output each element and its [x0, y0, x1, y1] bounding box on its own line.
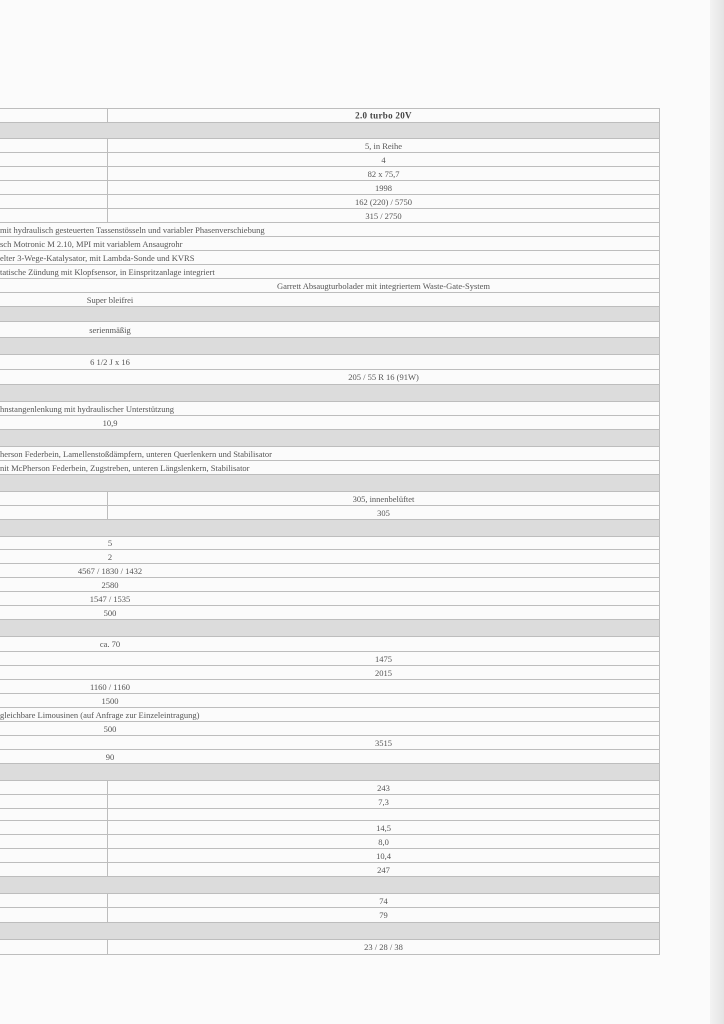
- table-row: [0, 550, 660, 564]
- gross-weight-value: 2015: [375, 667, 392, 678]
- table-row: [0, 722, 660, 736]
- table-row: [0, 537, 660, 550]
- table-row: [0, 863, 660, 877]
- bore-stroke-value: 82 x 75,7: [367, 168, 400, 179]
- standing-noise-value: 74: [379, 895, 388, 906]
- table-row: [0, 181, 660, 195]
- table-row: [0, 370, 660, 385]
- table-row: [0, 637, 660, 652]
- section-band: [0, 307, 660, 322]
- table-row: [0, 849, 660, 863]
- table-row: [0, 447, 660, 461]
- table-header-row: [0, 108, 660, 123]
- luggage-value: 500: [103, 607, 117, 618]
- tank-value: ca. 70: [99, 638, 121, 649]
- table-row: [0, 293, 660, 307]
- table-row: [0, 195, 660, 209]
- front-suspension-value: herson Federbein, Lamellenstoßdämpfern, unteren Querlenkern und Stabilisator: [0, 448, 272, 459]
- rims-value: 6 1/2 J x 16: [90, 356, 130, 367]
- table-row: [0, 492, 660, 506]
- table-row: [0, 564, 660, 578]
- table-row: [0, 652, 660, 666]
- table-row: [0, 265, 660, 279]
- top-speed-value: 243: [377, 782, 390, 793]
- table-row: [0, 821, 660, 835]
- torque-value: 315 / 2750: [365, 210, 402, 221]
- table-row: [0, 237, 660, 251]
- front-brakes-value: 305, innenbelüftet: [352, 493, 415, 504]
- table-row: [0, 153, 660, 167]
- section-band: [0, 338, 660, 355]
- table-row: [0, 750, 660, 764]
- table-row: [0, 402, 660, 416]
- consumption-urban-value: 14,5: [376, 822, 391, 833]
- consumption-combined-value: 10,4: [376, 850, 391, 861]
- section-band: [0, 764, 660, 781]
- table-row: [0, 666, 660, 680]
- valves-value: 4: [381, 154, 386, 165]
- weights-note: gleichbare Limousinen (auf Anfrage zur Einzeleintragung): [0, 709, 200, 720]
- roof-load-value: 500: [103, 723, 117, 734]
- table-row: [0, 416, 660, 430]
- table-row: [0, 835, 660, 849]
- section-band: [0, 385, 660, 402]
- fuel-value: Super bleifrei: [86, 294, 134, 305]
- displacement-value: 1998: [375, 182, 392, 193]
- dimensions-value: 4567 / 1830 / 1432: [77, 565, 143, 576]
- tyres-value: 205 / 55 R 16 (91W): [348, 371, 419, 382]
- table-row: [0, 322, 660, 338]
- table-row: [0, 694, 660, 708]
- table-row: [0, 578, 660, 592]
- curb-weight-value: 1475: [375, 653, 392, 664]
- table-row: [0, 139, 660, 153]
- insurance-classes-value: 23 / 28 / 38: [364, 941, 403, 952]
- section-band: [0, 430, 660, 447]
- table-row: [0, 809, 660, 821]
- turbo-value: Garrett Absaugturbolader mit integriertem Waste-Gate-System: [276, 280, 490, 291]
- table-row: [0, 781, 660, 795]
- catalyst-value: elter 3-Wege-Katalysator, mit Lambda-Sonde und KVRS: [0, 252, 195, 263]
- table-row: [0, 279, 660, 293]
- axle-loads-value: 1160 / 1160: [90, 681, 130, 692]
- rear-brakes-value: 305: [377, 507, 390, 518]
- table-row: [0, 708, 660, 722]
- driving-noise-value: 79: [379, 909, 388, 920]
- wheelbase-value: 2580: [101, 579, 119, 590]
- support-load-value: 90: [105, 751, 115, 762]
- table-row: [0, 461, 660, 475]
- section-band: [0, 123, 660, 139]
- section-band: [0, 877, 660, 894]
- valvetrain-value: mit hydraulisch gesteuerten Tassenstösseln und variabler Phasenverschiebung: [0, 224, 265, 235]
- power-value: 162 (220) / 5750: [355, 196, 412, 207]
- page-edge: [710, 0, 724, 1024]
- section-band: [0, 520, 660, 537]
- acceleration-value: 7,3: [378, 796, 389, 807]
- section-band: [0, 923, 660, 940]
- table-row: [0, 940, 660, 955]
- seats-value: 2: [107, 551, 113, 562]
- table-row: [0, 209, 660, 223]
- table-row: [0, 355, 660, 370]
- table-row: [0, 680, 660, 694]
- co2-value: 247: [377, 864, 390, 875]
- track-value: 1547 / 1535: [89, 593, 131, 604]
- trailer-load-value: 1500: [101, 695, 119, 706]
- cylinders-value: 5, in Reihe: [364, 140, 403, 151]
- ignition-value: tatische Zündung mit Klopfsensor, in Einspritzanlage integriert: [0, 266, 215, 277]
- table-row: [0, 736, 660, 750]
- injection-value: sch Motronic M 2.10, MPI mit variablem Ansaugrohr: [0, 238, 183, 249]
- consumption-extra-urban-value: 8,0: [378, 836, 389, 847]
- model-title: 2.0 turbo 20V: [355, 110, 412, 120]
- doors-value: 5: [107, 537, 113, 548]
- table-row: [0, 606, 660, 620]
- table-row: [0, 251, 660, 265]
- table-row: [0, 894, 660, 908]
- table-row: [0, 592, 660, 606]
- table-row: [0, 506, 660, 520]
- table-row: [0, 795, 660, 809]
- table-row: [0, 223, 660, 237]
- rear-suspension-value: nit McPherson Federbein, Zugstreben, unteren Längslenkern, Stabilisator: [0, 462, 250, 473]
- table-row: [0, 908, 660, 923]
- section-band: [0, 475, 660, 492]
- section-band: [0, 620, 660, 637]
- transmission-value: serienmäßig: [89, 324, 131, 335]
- turning-circle-value: 10,9: [102, 417, 118, 428]
- train-weight-value: 3515: [375, 737, 392, 748]
- table-row: [0, 167, 660, 181]
- steering-value: hnstangenlenkung mit hydraulischer Unterstützung: [0, 403, 174, 414]
